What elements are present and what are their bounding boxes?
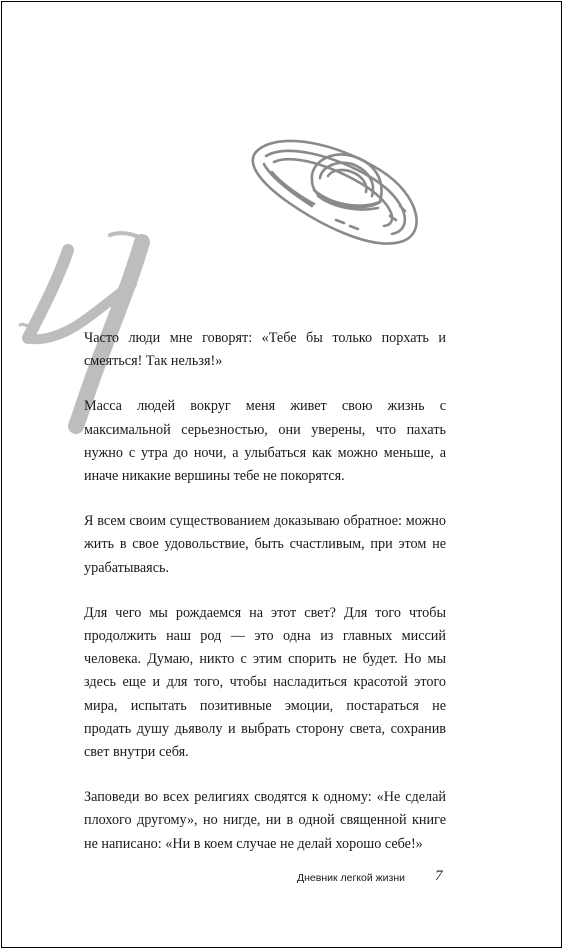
page: [1, 1, 562, 948]
paragraph-1: Часто люди мне говорят: «Тебе бы только порхать и смеяться! Так нельзя!»: [84, 330, 446, 370]
running-footer-title: Дневник легкой жизни: [297, 872, 405, 884]
paragraph-5: Заповеди во всех религиях сводятся к одному: «Не сделай плохого другому», но нигде, ни в одной священной книге не написано: «Ни в коем случае не делай хорошо себе!»: [84, 789, 446, 852]
sun-hat-icon: [240, 120, 440, 280]
page-footer: [2, 868, 565, 892]
page-number: 7: [435, 868, 443, 884]
body-text: [84, 327, 446, 878]
paragraph-4: Для чего мы рождаемся на этот свет? Для того чтобы продолжить наш род — это одна из главных миссий человека. Думаю, никто с этим спорить не будет. Но мы здесь еще и для того, чтобы насладиться красотой этого мира, испытать позитивные эмоции, постараться не продать душу дьяволу и выбрать сторону света, сохранив свет внутри себя.: [84, 604, 446, 761]
paragraph-3: Я всем своим существованием доказываю обратное: можно жить в свое удовольствие, быть счастливым, при этом не урабатываясь.: [84, 513, 446, 576]
paragraph-2: Масса людей вокруг меня живет свою жизнь с максимальной серьезностью, они уверены, что пахать нужно с утра до ночи, а улыбаться как можно меньше, а иначе никакие вершины тебе не покорятся.: [84, 398, 446, 485]
